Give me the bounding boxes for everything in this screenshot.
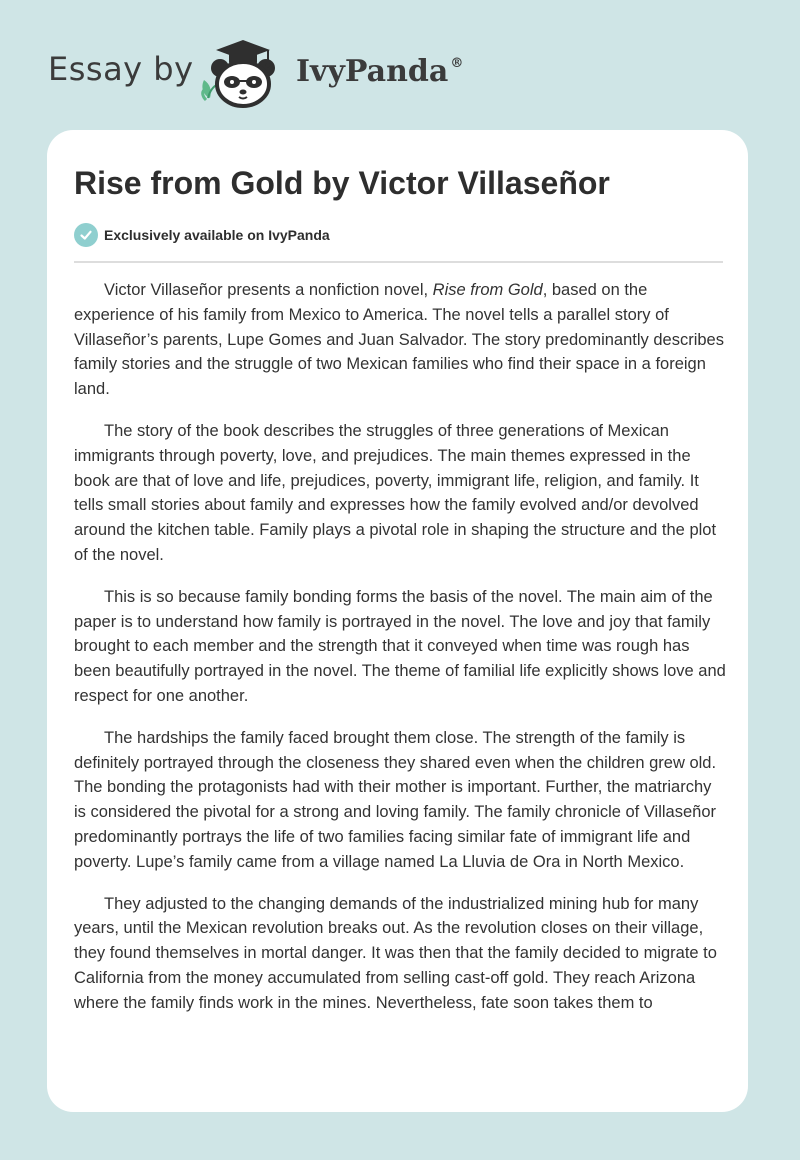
essay-body: [74, 278, 726, 1068]
essay-by-label: Essay by: [48, 50, 194, 88]
divider: [74, 261, 723, 263]
paragraph-2: The story of the book describes the struggles of three generations of Mexican immigrants through poverty, love, and prejudices. The main themes expressed in the book are that of love and life, prejudices, poverty, immigrant life, religion, and family. It tells small stories about family and expresses how the family evolved and/or devolved around the kitchen table. Family plays a pivotal role in shaping the structure and the plot of the novel.: [74, 421, 717, 564]
paragraph-5: They adjusted to the changing demands of the industrialized mining hub for many years, until the Mexican revolution breaks out. As the revolution closes on their village, they found themselves in mortal danger. It was then that the family decided to migrate to California from the money accumulated from selling cast-off gold. They reach Arizona where the family finds work in the mines. Nevertheless, fate soon takes them to: [74, 894, 717, 1012]
check-icon: [74, 223, 98, 247]
book-title: Rise from Gold: [432, 281, 543, 299]
paragraph-4: The hardships the family faced brought them close. The strength of the family is definitely portrayed through the closeness they shared even when the children grew old. The bonding the protagonists had with their mother is important. Further, the matriarchy is considered the pivotal for a strong and loving family. The family chronicle of Villaseñor predominantly portrays the life of two families facing similar fate of immigrant life and poverty. Lupe’s family came from a village named La Lluvia de Ora in North Mexico.: [74, 728, 717, 871]
essay-title: Rise from Gold by Victor Villaseñor: [74, 165, 610, 201]
paragraph-1: Victor Villaseñor presents a nonfiction novel, Rise from Gold, based on the experience of his family from Mexico to America. The novel tells a parallel story of Villaseñor’s parents, Lupe Gomes and Juan Salvador. The story predominantly describes family stories and the struggle of two Mexican families who find their space in a foreign land.: [74, 281, 724, 399]
paragraph-3: This is so because family bonding forms the basis of the novel. The main aim of the paper is to understand how family is portrayed in the novel. The love and joy that family brought to each member and the strength that it conveyed when time was rough has been beautifully portrayed in the novel. The theme of familial life explicitly shows love and respect for one another.: [74, 587, 726, 705]
brand-name[interactable]: IvyPanda ®: [296, 54, 464, 89]
exclusive-badge: [74, 222, 330, 248]
registered-mark: ®: [450, 56, 464, 71]
site-header: [48, 30, 508, 114]
panda-logo-icon[interactable]: [198, 30, 288, 110]
exclusive-badge-text: Exclusively available on IvyPanda: [104, 227, 330, 243]
essay-card: [47, 130, 748, 1112]
